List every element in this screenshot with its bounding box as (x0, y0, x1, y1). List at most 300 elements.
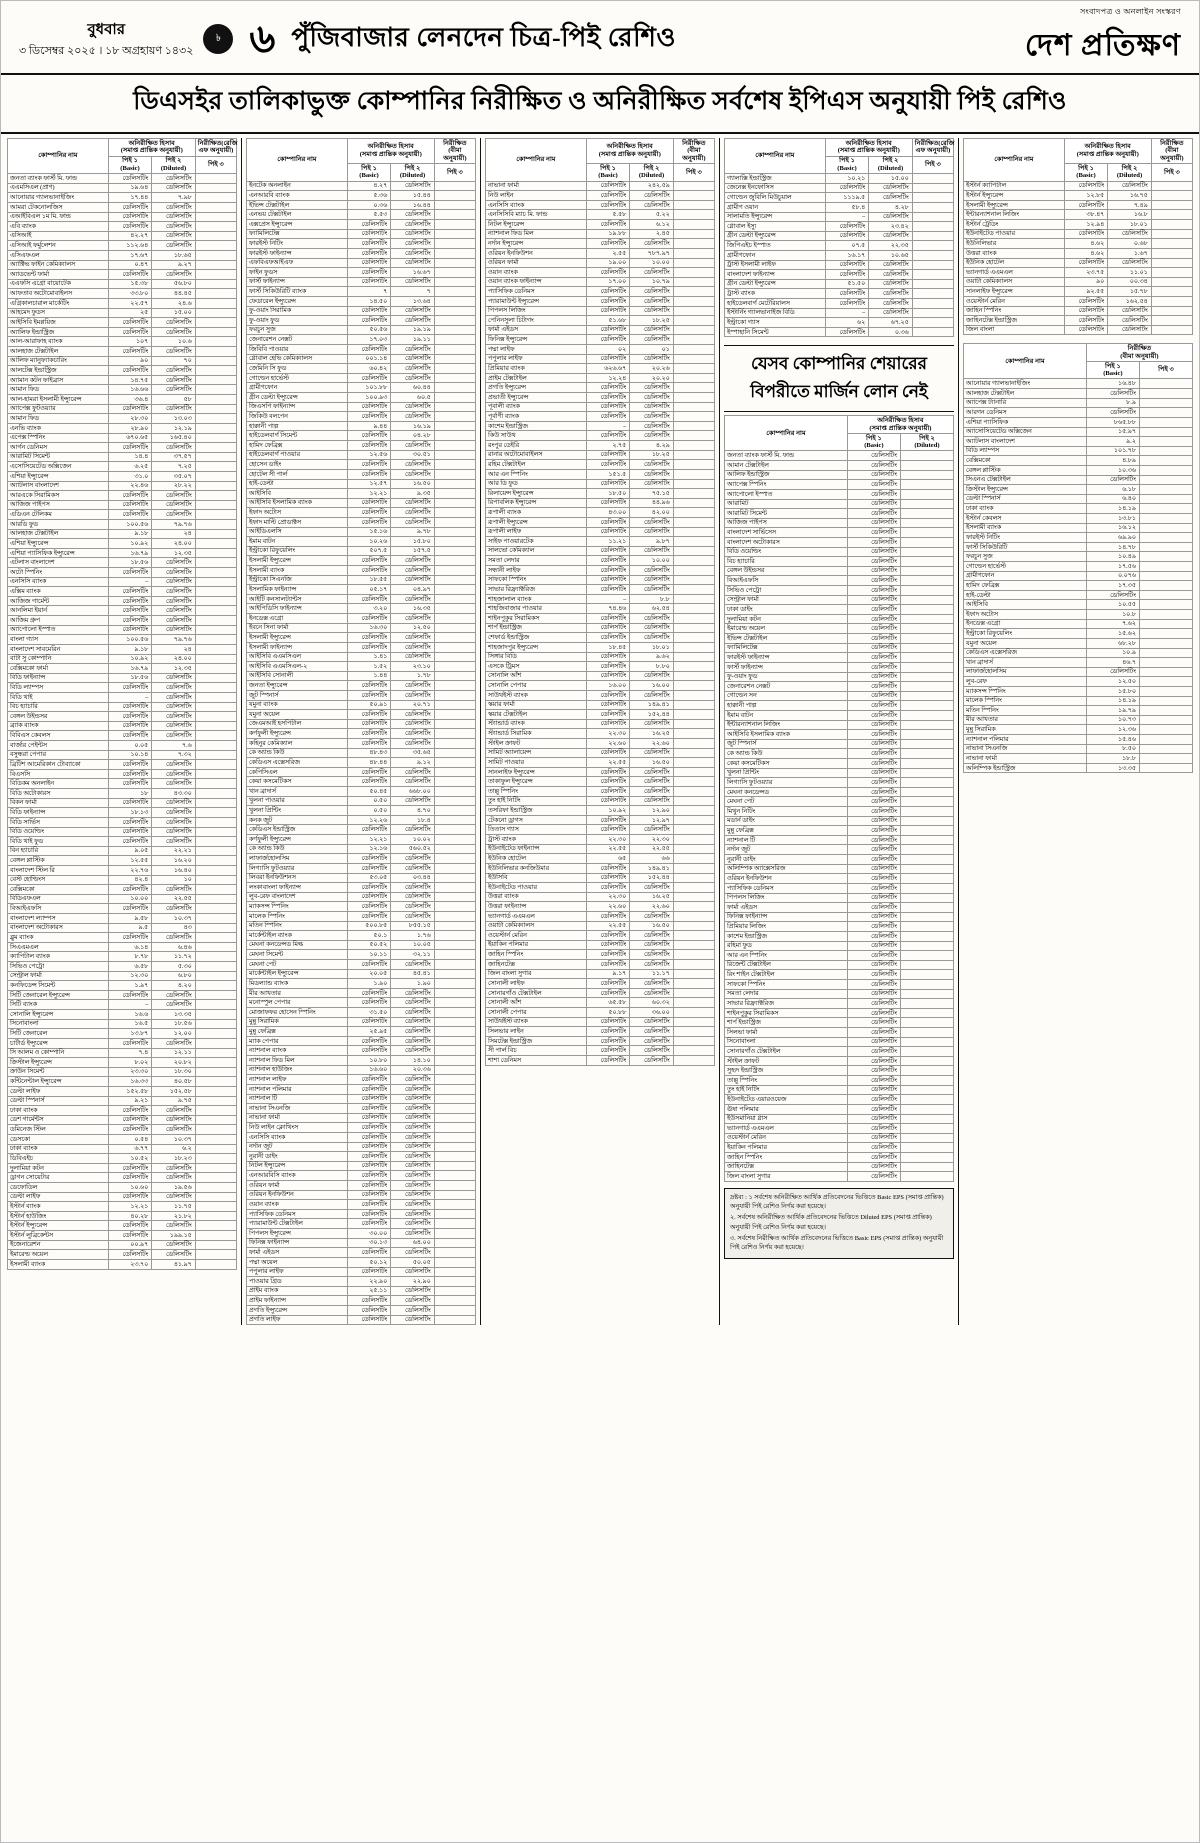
pe-value-2: ডেলিসটিং (391, 1046, 435, 1056)
pe-value-3 (673, 988, 714, 998)
table-row (8, 702, 237, 712)
pe-value-3 (1151, 258, 1192, 268)
company-name: তাকাফুল ইন্স্যুরেন্স (486, 777, 587, 787)
company-name: বিডি সার্ভিস (8, 817, 109, 827)
pe-value-3 (195, 981, 236, 991)
pe-value-3 (434, 546, 475, 556)
pe-value-2: ডেলিসটিং (152, 683, 196, 693)
company-name: নিউ লাইন ক্লোথিংস (247, 1123, 348, 1133)
company-name: মীর আখতার (247, 988, 348, 998)
pe-value-1: ৯০ (1064, 277, 1108, 287)
pe-value-1: ডেলিসটিং (1086, 667, 1139, 677)
company-name: আর এন স্পিনিং (486, 469, 587, 479)
pe-value-3 (673, 469, 714, 479)
pe-value-1: ডেলিসটিং (108, 212, 152, 222)
pe-value-2: ডেলিসটিং (152, 183, 196, 193)
table-row (247, 316, 476, 326)
pe-value-2 (1139, 427, 1192, 437)
table-row (725, 1037, 954, 1047)
pe-value-3 (195, 1192, 236, 1202)
pe-value-1: ডেলিসটিং (586, 498, 630, 508)
pe-value-2: ডেলিসটিং (391, 854, 435, 864)
pe-value-2: ডেলিসটিং (152, 1106, 196, 1116)
pe-value-2: ডেলিসটিং (152, 1125, 196, 1135)
pe-value-1: ডেলিসটিং (847, 999, 900, 1009)
table-row (8, 692, 237, 702)
pe-value-1: ১০.০০ (108, 894, 152, 904)
pe-value-1: ডেলিসটিং (347, 960, 391, 970)
company-name: গ্যালাক্সি ইন্ডাস্ট্রিজ (725, 174, 826, 184)
company-name: শেফার্ড ইন্ডাস্ট্রিজ (486, 633, 587, 643)
company-name: সোনালি পেপার (486, 681, 587, 691)
pe-value-3 (673, 873, 714, 883)
pe-value-1: ডেলিসটিং (347, 1152, 391, 1162)
company-name: আহমেদ ফুডস (8, 308, 109, 318)
pe-value-1: ডেলিসটিং (847, 1162, 900, 1172)
table-row (8, 471, 237, 481)
pe-value-3 (434, 1305, 475, 1315)
company-name: এক্সপ্রেস ইন্স্যুরেন্স (247, 220, 348, 230)
table-row (8, 529, 237, 539)
pe-value-3 (195, 644, 236, 654)
pe-value-3 (434, 1046, 475, 1056)
company-name: সামিট পাওয়ার (486, 758, 587, 768)
company-name: শাইনপুকুর সিরামিকস (725, 1008, 848, 1018)
pe-value-2: ডেলিসটিং (391, 681, 435, 691)
pe-value-3 (195, 1202, 236, 1212)
company-name: মেঘনা কনডেন্সড (725, 787, 848, 797)
pe-value-3 (195, 798, 236, 808)
table-row (8, 683, 237, 693)
table-row (247, 1267, 476, 1277)
table-row (8, 712, 237, 722)
table-row (486, 719, 715, 729)
pe-value-2: ২৩.১০ (391, 662, 435, 672)
table-row (8, 375, 237, 385)
company-name: হাইডেলবার্গ সিমেন্ট (247, 431, 348, 441)
column-2 (241, 138, 476, 1325)
pe-value-2: ডেলিসটিং (630, 988, 674, 998)
pe-value-2 (900, 489, 953, 499)
table-row (247, 383, 476, 393)
pe-value-3 (673, 671, 714, 681)
pe-value-1: ২.৭৫ (586, 441, 630, 451)
pe-value-2: ৭ (391, 287, 435, 297)
pe-value-1: ২২.৫৫ (586, 921, 630, 931)
pe-value-2 (1139, 562, 1192, 572)
pe-value-3 (434, 364, 475, 374)
company-name: ফারইস্ট ফাইন্যান্স (725, 653, 848, 663)
table-row (964, 523, 1193, 533)
company-name: গ্রামীণফোন (725, 250, 826, 260)
company-name: ইউনাইটেড পাওয়ার (964, 229, 1065, 239)
pe-value-2: ডেলিসটিং (630, 546, 674, 556)
pe-value-3 (673, 1008, 714, 1018)
table-row (8, 1115, 237, 1125)
pe-value-1: ১৮.৫০ (586, 489, 630, 499)
pe-value-2: ৭.৪৯ (1108, 200, 1152, 210)
pe-value-1: ডেলিসটিং (586, 633, 630, 643)
pe-value-2: ডেলিসটিং (152, 616, 196, 626)
pe-value-2: ডেলিসটিং (630, 719, 674, 729)
pe-value-3 (673, 220, 714, 230)
company-name: এসোসিয়েটেড অক্সিজেন (8, 462, 109, 472)
company-name: সোনালি ইন্স্যুরেন্স (8, 1010, 109, 1020)
pe-value-3 (434, 854, 475, 864)
pe-value-1: ডেলিসটিং (108, 616, 152, 626)
company-name: খুলনা প্রিন্টিং (247, 806, 348, 816)
pe-value-1: ডেলিসটিং (347, 883, 391, 893)
company-name: যমুনা অয়েল (964, 638, 1087, 648)
pe-value-3 (195, 913, 236, 923)
page-number: ৬ (249, 16, 276, 61)
table-row (725, 749, 954, 759)
table-row (8, 481, 237, 491)
company-name: ওয়েস্টার্ন মেরিন (964, 296, 1065, 306)
table-row (8, 356, 237, 366)
pe-value-2: ডেলিসটিং (391, 1036, 435, 1046)
company-name: ফরচুন সুজ (247, 325, 348, 335)
company-name: তাল্লু স্পিনিং (725, 1076, 848, 1086)
col-header-pe2: পিই ২ (Diluted) (630, 164, 674, 182)
pe-value-2: ডেলিসটিং (152, 731, 196, 741)
pe-value-1: ডেলিসটিং (586, 825, 630, 835)
table-row (486, 940, 715, 950)
pe-value-1: ১৪.১৯ (1086, 504, 1139, 514)
pe-value-1: ২২.৩০ (586, 892, 630, 902)
pe-value-1: ডেলিসটিং (108, 500, 152, 510)
pe-value-2 (900, 1133, 953, 1143)
pe-value-1: ডেলিসটিং (847, 1104, 900, 1114)
table-row (247, 1036, 476, 1046)
pe-value-3 (195, 539, 236, 549)
company-name: খান ব্রাদার্স (247, 787, 348, 797)
pe-value-1: ডেলিসটিং (108, 798, 152, 808)
pe-value-2: ডেলিসটিং (391, 1152, 435, 1162)
table-row (247, 892, 476, 902)
pe-value-1: ডেলিসটিং (347, 777, 391, 787)
pe-value-2: ১৫২.৫৮ (152, 1086, 196, 1096)
table-row (486, 345, 715, 355)
table-row (964, 744, 1193, 754)
table-row (486, 758, 715, 768)
pe-value-2 (900, 883, 953, 893)
pe-value-1: ডেলিসটিং (847, 835, 900, 845)
pe-value-2 (1139, 754, 1192, 764)
table-row (8, 1058, 237, 1068)
pe-value-1: ১২.৩০ (108, 971, 152, 981)
pe-value-3 (195, 962, 236, 972)
pe-value-1: ১৩.৮৭ (108, 1029, 152, 1039)
pe-value-2: ডেলিসটিং (391, 1008, 435, 1018)
pe-value-2: ৬২.৫৪ (630, 604, 674, 614)
pe-value-2: ডেলিসটিং (869, 183, 913, 193)
company-name: বেঙ্গল উইন্ডসর (725, 566, 848, 576)
pe-value-1: ডেলিসটিং (586, 181, 630, 191)
pe-value-2 (900, 662, 953, 672)
pe-value-1: ডেলিসটিং (586, 815, 630, 825)
pe-value-1: ডেলিসটিং (347, 1315, 391, 1325)
table-row (964, 258, 1193, 268)
company-name: হামিদ ফেব্রিক্স (247, 441, 348, 451)
pe-value-1: ডেলিসটিং (108, 510, 152, 520)
pe-value-3 (434, 1257, 475, 1267)
table-row (486, 960, 715, 970)
table-row (247, 662, 476, 672)
pe-value-1: ৬২৬.৬৭ (586, 364, 630, 374)
pe-value-1: ২৩.৭৫ (1064, 268, 1108, 278)
pe-value-1: ডেলিসটিং (847, 1047, 900, 1057)
table-row (8, 250, 237, 260)
table-row (725, 1047, 954, 1057)
company-name: জাহিনটেক্স ইন্ডাস্ট্রিজ (964, 316, 1065, 326)
table-row (247, 325, 476, 335)
company-name: মার্কেন্টাইল ব্যাংক (247, 931, 348, 941)
pe-value-3 (1151, 181, 1192, 191)
pe-value-2: ডেলিসটিং (152, 404, 196, 414)
pe-value-2: ডেলিসটিং (391, 1142, 435, 1152)
company-name: সানলাইফ ইন্স্যুরেন্স (964, 287, 1065, 297)
pe-value-3 (195, 1029, 236, 1039)
pe-value-2: ডেলিসটিং (152, 1115, 196, 1125)
table-row (725, 989, 954, 999)
pe-value-1: ১৫.৪৬ (1086, 735, 1139, 745)
pe-value-1: ৪.৬২ (1064, 239, 1108, 249)
company-name: কিউ সাউথ (486, 431, 587, 441)
table-row (486, 902, 715, 912)
pe-value-1: ৯.১৮ (108, 529, 152, 539)
pe-value-2: ১৬.৩৫ (391, 604, 435, 614)
pe-value-3 (195, 942, 236, 952)
pe-value-3 (434, 1065, 475, 1075)
table-row (486, 546, 715, 556)
company-name: উত্তরা ফাইন্যান্স (486, 902, 587, 912)
company-name: ইমারেল্ড অয়েল (725, 624, 848, 634)
pe-value-1: ডেলিসটিং (586, 268, 630, 278)
company-name: রিপাবলিক ইন্স্যুরেন্স (486, 498, 587, 508)
company-name: লাফার্জহোলসিম (964, 667, 1087, 677)
table-row (486, 556, 715, 566)
table-row (486, 412, 715, 422)
pe-value-2: ১০.৩৭ (152, 1135, 196, 1145)
table-row (247, 960, 476, 970)
pe-value-2: ৯.২৭ (152, 260, 196, 270)
pe-value-2: ডেলিসটিং (391, 1209, 435, 1219)
company-name: আইসিবি ইসলামিক ব্যাংক (725, 730, 848, 740)
table-row (247, 546, 476, 556)
pe-value-1: ০.৫৪ (108, 1135, 152, 1145)
pe-value-1: ডেলিসটিং (347, 1123, 391, 1133)
table-row (725, 1162, 954, 1172)
company-name: প্রাইম ফাইন্যান্স (247, 1296, 348, 1306)
pe-value-2: ডেলিসটিং (630, 191, 674, 201)
pe-value-1: ১৮ (108, 789, 152, 799)
pe-table-1 (7, 138, 237, 1270)
pe-value-1: ডেলিসটিং (108, 491, 152, 501)
table-row (725, 241, 954, 251)
table-row (8, 990, 237, 1000)
section-title: পুঁজিবাজার লেনদেন চিত্র-পিই রেশিও (291, 23, 677, 52)
pe-value-1: ১০.৬০ (108, 1183, 152, 1193)
company-name: পূর্বাণী ব্যাংক (486, 412, 587, 422)
pe-value-3 (434, 306, 475, 316)
pe-value-2: ডেলিসটিং (152, 904, 196, 914)
pe-value-2: ডেলিসটিং (152, 212, 196, 222)
pe-value-1: ১০.২১ (825, 174, 869, 184)
pe-value-3 (434, 460, 475, 470)
pe-value-3 (195, 1058, 236, 1068)
table-row (486, 642, 715, 652)
company-name: হাই-ডেল্টা (247, 479, 348, 489)
pe-value-3 (434, 787, 475, 797)
table-row (486, 729, 715, 739)
pe-value-2: ১৯৯.১৫ (152, 1231, 196, 1241)
company-name: ফার্মা এইডস (486, 325, 587, 335)
pe-value-3 (195, 491, 236, 501)
pe-value-2: ডেলিসটিং (391, 460, 435, 470)
pe-value-3 (434, 758, 475, 768)
company-name: বেঙ্গল উইন্ডসর (8, 712, 109, 722)
pe-value-2: ৩৭.৫৭ (152, 452, 196, 462)
pe-value-2: ৮.৮ (630, 594, 674, 604)
table-row (247, 1027, 476, 1037)
company-name: লাফার্জহোলসিম (247, 854, 348, 864)
table-row (486, 1056, 715, 1066)
pe-value-2 (900, 845, 953, 855)
pe-value-2: ডেলিসটিং (630, 239, 674, 249)
pe-value-1: ডেলিসটিং (347, 1046, 391, 1056)
pe-value-2: ২০.২৬ (630, 364, 674, 374)
pe-value-3 (673, 594, 714, 604)
pe-value-3 (673, 546, 714, 556)
pe-value-1: ১৬.০০ (586, 681, 630, 691)
table-row (247, 239, 476, 249)
pe-value-2: ১৯.১১ (391, 335, 435, 345)
company-name: জিপিএইচ ইস্পাত (725, 241, 826, 251)
pe-value-1: ডেলিসটিং (586, 671, 630, 681)
pe-value-2: ১৩.০৩ (152, 414, 196, 424)
company-name: চার্টার্ড ইন্স্যুরেন্স (8, 1038, 109, 1048)
pe-value-1: ডেলিসটিং (108, 587, 152, 597)
pe-value-2: ডেলিসটিং (391, 988, 435, 998)
company-name: ন্যাশনাল ব্যাংক (247, 1046, 348, 1056)
pe-value-1: ডেলিসটিং (847, 691, 900, 701)
pe-value-1: ১৬.১২ (1086, 523, 1139, 533)
table-row (8, 308, 237, 318)
pe-value-2: ডেলিসটিং (1108, 316, 1152, 326)
company-name: সিলভার লাইন (486, 1027, 587, 1037)
pe-value-3 (673, 556, 714, 566)
pe-value-3 (673, 767, 714, 777)
pe-value-1: ডেলিসটিং (1064, 316, 1108, 326)
company-name: ন্যাশনাল পলিমার (247, 1084, 348, 1094)
pe-value-1: ১০০.৯৩ (347, 393, 391, 403)
company-name: ইভিন্স টেক্সটাইল (725, 634, 848, 644)
company-name: হাইডেলবার্গ পাওয়ার (247, 450, 348, 460)
table-row (725, 1028, 954, 1038)
pe-value-1: ডেলিসটিং (586, 585, 630, 595)
pe-value-2 (1139, 590, 1192, 600)
pe-value-2: ১৬৫.৪০ (152, 433, 196, 443)
pe-value-1: ১৩.৮১ (1086, 513, 1139, 523)
pe-value-1: ডেলিসটিং (586, 450, 630, 460)
company-name: এডিএন টেলিকম (8, 510, 109, 520)
table-row (247, 306, 476, 316)
table-row (486, 575, 715, 585)
pe-value-1: ২৫.১১ (347, 1286, 391, 1296)
pe-value-1: ৩৬.৪ (108, 395, 152, 405)
pe-value-3 (434, 988, 475, 998)
pe-value-3 (434, 815, 475, 825)
pe-value-3 (673, 796, 714, 806)
pe-value-2: ডেলিসটিং (630, 671, 674, 681)
pe-value-3 (195, 1086, 236, 1096)
table-row (486, 431, 715, 441)
pe-value-2: ২৪ (152, 529, 196, 539)
pe-value-2 (900, 634, 953, 644)
table-row (247, 998, 476, 1008)
company-name: আরডি ফুড (8, 520, 109, 530)
pe-value-2: ১.৯০ (391, 979, 435, 989)
pe-value-3 (434, 642, 475, 652)
company-name: ওরিয়ন ফার্মা (247, 1181, 348, 1191)
pe-value-2 (1139, 715, 1192, 725)
pe-value-2 (900, 912, 953, 922)
pe-table-5 (963, 138, 1193, 335)
pe-value-2: ১৮.৩০ (152, 1067, 196, 1077)
table-row (8, 318, 237, 328)
table-row (247, 844, 476, 854)
pe-value-3 (673, 787, 714, 797)
company-name: শার্প ইন্ডাস্ট্রিজ (486, 623, 587, 633)
pe-value-3 (434, 287, 475, 297)
company-name: ইবনে সিনা ফার্মা (247, 623, 348, 633)
table-row (486, 1008, 715, 1018)
table-row (8, 347, 237, 357)
pe-value-3 (434, 1123, 475, 1133)
table-row (8, 721, 237, 731)
table-row (8, 366, 237, 376)
company-name: সিএনএ টেক্সটাইল (964, 475, 1087, 485)
pe-value-2 (1139, 437, 1192, 447)
pe-value-1: ডেলিসটিং (108, 933, 152, 943)
company-name: জনতা ব্যাংক ফার্স্ট মি. ফান্ড (725, 451, 848, 461)
table-row (486, 662, 715, 672)
pe-value-2 (900, 1008, 953, 1018)
pe-value-1: ডেলিসটিং (108, 1173, 152, 1183)
pe-value-1: ২২.৫৭ (108, 298, 152, 308)
pe-value-2: ডেলিসটিং (869, 193, 913, 203)
company-name: শার্প ইন্ডাস্ট্রিজ (725, 1018, 848, 1028)
pe-value-2: ১০.৬ (152, 337, 196, 347)
table-row (964, 619, 1193, 629)
company-name: নাভানা সিএনজি (247, 1104, 348, 1114)
company-name: ইস্টার্ন হাউজিং (8, 1211, 109, 1221)
company-name: এনআরবি ব্যাংক (247, 191, 348, 201)
table-row (964, 427, 1193, 437)
table-row (247, 604, 476, 614)
pe-value-2: ৩০.৫১ (391, 450, 435, 460)
pe-value-2 (900, 1018, 953, 1028)
company-name: ন্যাশনাল টি (725, 835, 848, 845)
pe-value-3 (673, 1036, 714, 1046)
pe-value-1: ডেলিসটিং (847, 816, 900, 826)
company-name: আর ডি ফুড (486, 479, 587, 489)
pe-value-1: ২.৫৫ (586, 248, 630, 258)
table-row (486, 498, 715, 508)
pe-value-2: ডেলিসটিং (630, 950, 674, 960)
pe-value-1: ডেলিসটিং (347, 469, 391, 479)
